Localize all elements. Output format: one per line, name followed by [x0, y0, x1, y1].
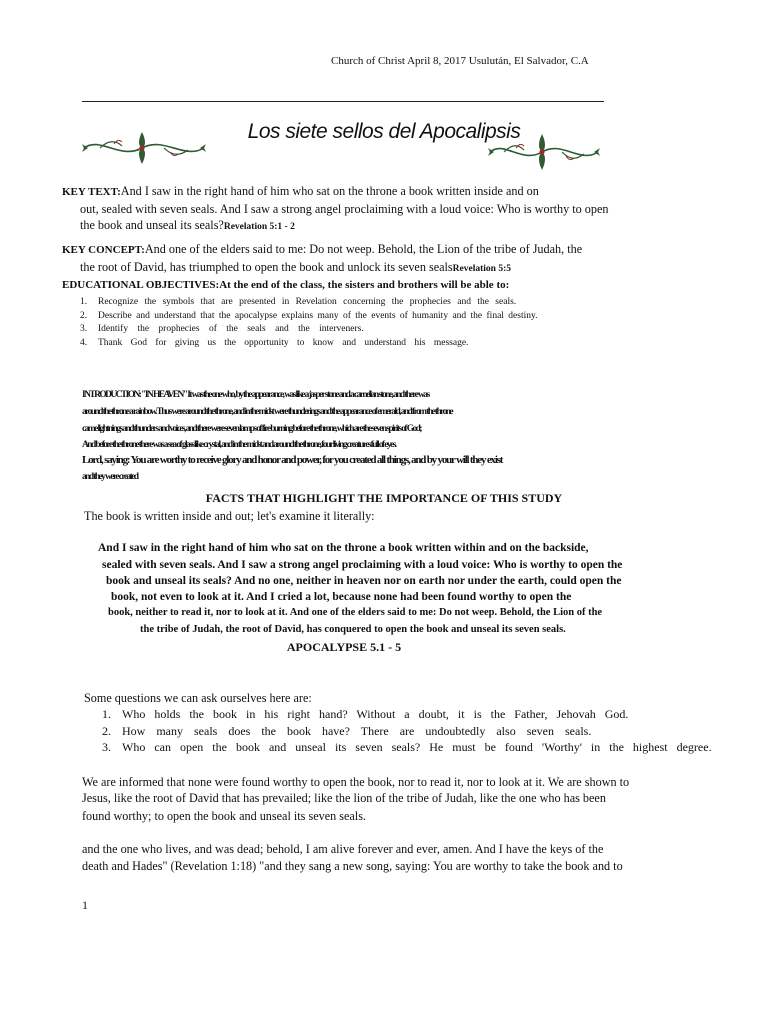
objectives-intro: At the end of the class, the sisters and brothers will be able to:: [219, 279, 510, 291]
scripture-line: book, neither to read it, nor to look at it. And one of the elders said to me: Do not weep. Behold, the Lion of the: [108, 607, 603, 618]
document-title: Los siete sellos del Apocalipsis: [247, 120, 521, 143]
question-number: 1.: [102, 707, 111, 721]
objective-text: Thank God for giving us the opportunity to know and understand his message.: [98, 338, 469, 348]
scripture-line: sealed with seven seals. And I saw a strong angel proclaiming with a loud voice: Who is worthy to open the: [102, 559, 623, 571]
scripture-reference: APOCALYPSE 5.1 - 5: [286, 640, 402, 654]
objective-item: [80, 297, 650, 307]
introduction-line: Lord, saying: You are worthy to receive glory and honor and power, for you created all things, and by your will they exist: [82, 454, 503, 466]
objective-text: Recognize the symbols that are presented in Revelation concerning the prophecies and the seals.: [98, 297, 517, 307]
key-text-label: KEY TEXT:: [62, 186, 121, 198]
objective-item: [80, 311, 538, 321]
objective-number: 1.: [80, 297, 88, 307]
key-text-reference: Revelation 5:1 - 2: [223, 222, 295, 232]
worthy-paragraph-line: We are informed that none were found worthy to open the book, nor to read it, nor to look at it. We are shown to: [82, 775, 630, 789]
objective-text: Describe and understand that the apocalypse explains many of the events of humanity and the final destiny.: [98, 311, 538, 321]
scripture-line: book, not even to look at it. And I cried a lot, because none had been found worthy to open the: [111, 591, 572, 603]
worthy-paragraph-line: found worthy; to open the book and unseal its seven seals.: [82, 809, 366, 823]
objective-number: 4.: [80, 338, 88, 348]
scripture-line: And I saw in the right hand of him who sat on the throne a book written within and on the backside,: [98, 542, 589, 554]
objective-number: 3.: [80, 324, 88, 334]
key-concept-line-1: [62, 241, 582, 259]
introduction-line: INTRODUCTION: "IN HEAVEN" It was the one who, by the appearance, was like a jasper stone and a carnelian stone, and there was: [82, 390, 429, 400]
question-text: Who holds the book in his right hand? Without a doubt, it is the Father, Jehovah God.: [122, 707, 629, 721]
scripture-line: book and unseal its seals? And no one, neither in heaven nor on earth nor under the earth, could open the: [106, 575, 622, 587]
key-concept-line-2: [80, 259, 511, 278]
key-concept-label: KEY CONCEPT:: [62, 244, 145, 256]
key-concept-content: And one of the elders said to me: Do not weep. Behold, the Lion of the tribe of Judah, the: [144, 242, 583, 256]
key-text-line-3: [80, 217, 295, 236]
question-number: 2.: [102, 724, 111, 738]
key-text-line-1: [62, 183, 539, 201]
introduction-line: came lightnings and thunders and voices, and there were seven lamps of fire burning before the throne, which are the seven spirits of God;: [82, 424, 421, 434]
question-number: 3.: [102, 740, 111, 754]
key-text-content: And I saw in the right hand of him who sat on the throne a book written inside and on: [120, 184, 539, 198]
document-header: Church of Christ April 8, 2017 Usulután, El Salvador, C.A: [331, 55, 589, 67]
key-concept-reference: Revelation 5:5: [452, 264, 511, 274]
objective-item: [80, 338, 468, 348]
introduction-line: around the throne a rainbow. Thus were around the throne, and in the midst were thunderings and the appearance of emerald, and from the throne: [82, 407, 453, 417]
living-paragraph-line: death and Hades" (Revelation 1:18) "and they sang a new song, saying: You are worthy to take the book and to: [82, 859, 623, 873]
question-item: [102, 707, 628, 722]
questions-intro: Some questions we can ask ourselves here are:: [84, 691, 312, 705]
page-number: 1: [82, 898, 88, 912]
key-text-line-2: out, sealed with seven seals. And I saw a strong angel proclaiming with a loud voice: Who is worthy to open: [80, 202, 609, 216]
facts-heading: FACTS THAT HIGHLIGHT THE IMPORTANCE OF THIS STUDY: [205, 491, 563, 505]
scripture-line: the tribe of Judah, the root of David, has conquered to open the book and unseal its seven seals.: [140, 624, 566, 635]
facts-intro: The book is written inside and out; let's examine it literally:: [84, 509, 375, 523]
objectives-label: EDUCATIONAL OBJECTIVES:: [62, 279, 220, 291]
objective-text: Identify the prophecies of the seals and the interveners.: [98, 324, 364, 334]
question-text: How many seals does the book have? There are undoubtedly also seven seals.: [122, 724, 592, 738]
key-concept-content-end: the root of David, has triumphed to open the book and unlock its seven seals: [80, 260, 453, 274]
objective-item: [80, 324, 364, 334]
key-text-content-end: the book and unseal its seals?: [80, 218, 224, 232]
header-rule: [82, 101, 604, 102]
question-item: [102, 740, 712, 755]
question-text: Who can open the book and unseal its seven seals? He must be found 'Worthy' in the highest degree.: [122, 740, 712, 754]
objective-number: 2.: [80, 311, 88, 321]
question-item: [102, 724, 591, 739]
living-paragraph-line: and the one who lives, and was dead; behold, I am alive forever and ever, amen. And I have the keys of the: [82, 842, 604, 856]
introduction-line: And before the throne there was a sea of glass like crystal, and in the midst and around the throne, four living creatures full of eyes.: [82, 440, 396, 450]
objectives-heading: [62, 279, 509, 291]
worthy-paragraph-line: Jesus, like the root of David that has prevailed; like the lion of the tribe of Judah, like the one who has been: [82, 791, 606, 805]
introduction-line: and they were created: [82, 472, 138, 482]
